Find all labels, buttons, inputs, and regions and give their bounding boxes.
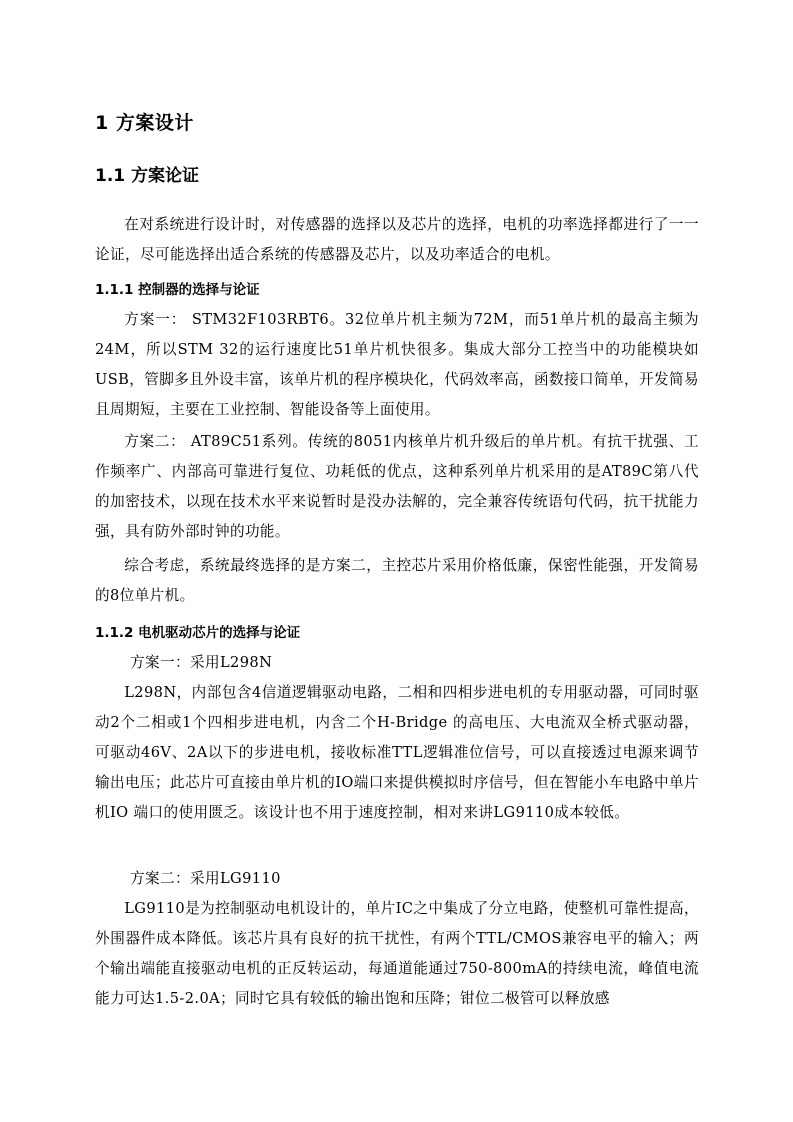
driver-option2-paragraph: LG9110是为控制驱动电机设计的，单片IC之中集成了分立电路，使整机可靠性提高，外围器件成本降低。该芯片具有良好的抗干扰性，有两个TTL/CMOS兼容电平的输入；两个输出端能直接驱动电机的正反转运动，每通道能通过750-800mA的持续电流，峰值电流能力可达1.5-2.0A；同时它具有较低的输出饱和压降；钳位二极管可以释放感	[95, 900, 699, 1007]
subsection-driver-title: 1.1.2 电机驱动芯片的选择与论证	[95, 625, 301, 641]
controller-option1-paragraph: 方案一： STM32F103RBT6。32位单片机主频为72M，而51单片机的最高主频为24M，所以STM 32的运行速度比51单片机快很多。集成大部分工控当中的功能模块如USB，管脚多且外设丰富，该单片机的程序模块化，代码效率高，函数接口简单，开发简易且周期短，主要在工业控制、智能设备等上面使用。	[95, 311, 699, 418]
controller-option2-paragraph: 方案二： AT89C51系列。传统的8051内核单片机升级后的单片机。有抗干扰强、工作频率广、内部高可靠进行复位、功耗低的优点，这种系列单片机采用的是AT89C第八代的加密技术，以现在技术水平来说暂时是没办法解的，完全兼容传统语句代码，抗干扰能力强，具有防外部时钟的功能。	[95, 433, 699, 540]
intro-paragraph: 在对系统进行设计时，对传感器的选择以及芯片的选择，电机的功率选择都进行了一一论证，尽可能选择出适合系统的传感器及芯片，以及功率适合的电机。	[95, 216, 699, 263]
subsection-controller-title: 1.1.1 控制器的选择与论证	[95, 282, 260, 298]
driver-option1-title: 方案一：采用L298N	[130, 654, 273, 671]
controller-conclusion-paragraph: 综合考虑，系统最终选择的是方案二，主控芯片采用价格低廉，保密性能强，开发简易的8位单片机。	[95, 557, 699, 604]
section-title: 1.1 方案论证	[95, 166, 200, 186]
driver-option1-paragraph: L298N，内部包含4信道逻辑驱动电路，二相和四相步进电机的专用驱动器，可同时驱动2个二相或1个四相步进电机，内含二个H-Bridge 的高电压、大电流双全桥式驱动器，可驱动46V、2A以下的步进电机，接收标准TTL逻辑准位信号，可以直接透过电源来调节输出电压；此芯片可直接由单片机的IO端口来提供模拟时序信号，但在智能小车电路中单片机IO 端口的使用匮乏。该设计也不用于速度控制，相对来讲LG9110成本较低。	[95, 684, 699, 821]
chapter-title: 1 方案设计	[95, 112, 194, 134]
driver-option2-title: 方案二：采用LG9110	[130, 870, 281, 887]
